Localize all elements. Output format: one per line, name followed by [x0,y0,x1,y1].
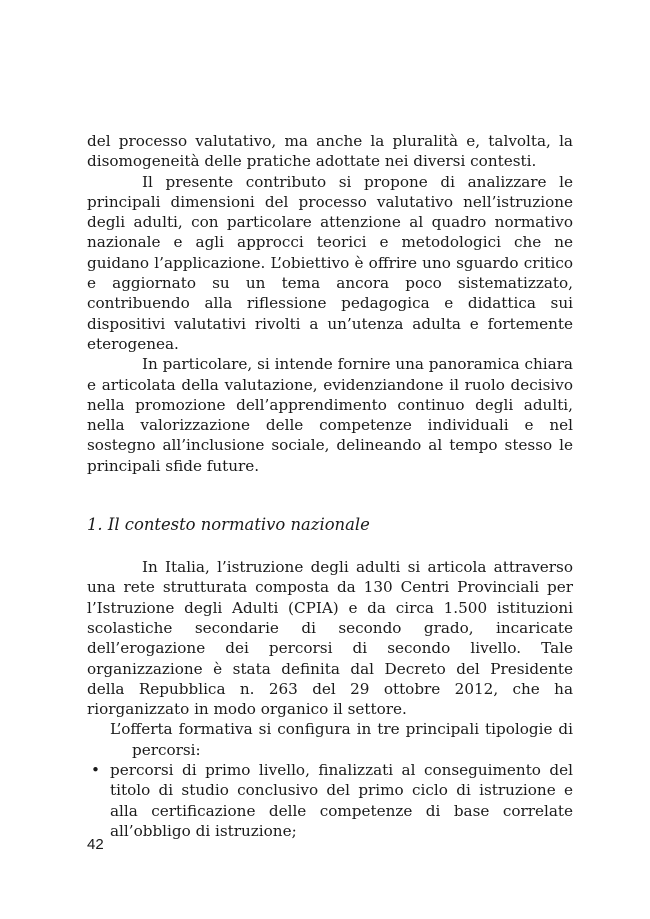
page-body [87,131,573,841]
list-item [87,760,573,841]
paragraph-network: In Italia, l’istruzione degli adulti si articola attraverso una rete strutturata composta da 130 Centri Provinciali per l’Istruzione degli Adulti (CPIA) e da circa 1.500 istituzioni scolastiche secondarie di secondo grado, incaricate dell’erogazione dei percorsi di secondo livello. Tale organizzazione è stata definita dal Decreto del Presidente della Repubblica n. 263 del 29 ottobre 2012, che ha riorganizzato in modo organico il settore. [87,558,573,719]
section-heading: 1. Il contesto normativo nazionale [87,515,370,535]
bullet-list [87,760,573,841]
paragraph-overview: In particolare, si intende fornire una panoramica chiara e articolata della valutazione, evidenziandone il ruolo decisivo nella promozione dell’apprendimento continuo degli adulti, nella valorizzazione delle competenze individuali e nel sostegno all’inclusione sociale, delineando al tempo stesso le principali sfide future. [87,355,573,475]
paragraph-continuation: del processo valutativo, ma anche la pluralità e, talvolta, la disomogeneità delle pratiche adottate nei diversi contesti. [87,132,573,171]
paragraph-aim: Il presente contributo si propone di analizzare le principali dimensioni del processo valutativo nell’istruzione degli adulti, con particolare attenzione al quadro normativo nazionale e agli approcci teorici e metodologici che ne guidano l’applicazione. L’obiettivo è offrire uno sguardo critico e aggiornato su un tema ancora poco sistematizzato, contribuendo alla riflessione pedagogica e didattica sui dispositivi valutativi rivolti a un’utenza adulta e fortemente eterogenea. [87,172,573,353]
list-item-text: percorsi di primo livello, finalizzati al conseguimento del titolo di studio conclusivo del primo ciclo di istruzione e alla certificazione delle competenze di base correlate all’obbligo di istruzione; [110,761,573,840]
page-number: 42 [87,836,104,853]
paragraph-offer: L’offerta formativa si configura in tre principali tipologie di percorsi: [110,720,573,759]
bullet-icon: • [91,761,100,780]
